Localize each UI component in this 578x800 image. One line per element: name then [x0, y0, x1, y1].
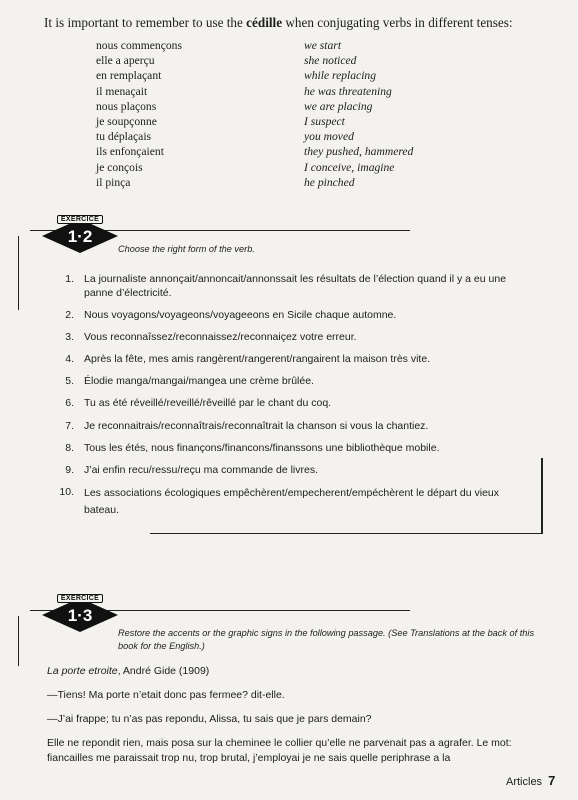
verb-english: I conceive, imagine [304, 160, 395, 174]
verb-row [96, 68, 436, 83]
verb-french: en remplaçant [96, 69, 162, 83]
item-number: 4. [65, 353, 74, 366]
item-number: 7. [65, 419, 74, 432]
verb-french: je conçois [96, 160, 143, 174]
item-text: La journaliste annonçait/annoncait/annonssait les résultats de l’élection quand il y a eu une panne d’électricité. [84, 273, 507, 299]
item-text: Tu as été réveillé/reveillé/rêveillé par le chant du coq. [84, 397, 332, 410]
exercise-1-2-bottom-rule [150, 533, 542, 534]
intro-sentence [44, 14, 564, 32]
item-text: Nous voyagons/voyageons/voyageeons en Sicile chaque automne. [84, 309, 397, 322]
verb-row [96, 175, 436, 190]
verb-row [96, 84, 436, 99]
exercise-1-3-left-rule [18, 616, 19, 666]
exercise-1-2-right-rule [541, 458, 543, 534]
exercise-item [46, 485, 516, 519]
passage-line: —J’ai frappe; tu n’as pas repondu, Alissa, tu sais que je pars demain? [47, 713, 372, 725]
passage-line: Elle ne repondit rien, mais posa sur la cheminee le collier qu’elle ne parvenait pas a agrafer. Le mot: fiancailles me paraissait trop nu, trop brutal, j’employai je ne sais quelle periphrase a la [47, 737, 512, 764]
item-number: 10. [59, 485, 74, 498]
item-text: Je reconnaitrais/reconnaîtrais/reconnaîtrait la chanson si vous la chantiez. [84, 419, 429, 432]
cedille-term: cédille [246, 15, 283, 30]
verb-french: il menaçait [96, 84, 148, 98]
verb-english: he pinched [304, 175, 355, 189]
verb-english: they pushed, hammered [304, 145, 414, 159]
verb-english: while replacing [304, 69, 377, 83]
item-number: 5. [65, 375, 74, 388]
exercise-1-3-passage [47, 664, 517, 775]
verb-row [96, 53, 436, 68]
verb-row [96, 99, 436, 114]
exercise-1-3-badge [42, 592, 118, 632]
verb-english: we are placing [304, 99, 373, 113]
verb-french: nous commençons [96, 39, 182, 52]
item-text: J’ai enfin recu/ressu/reçu ma commande de livres. [84, 463, 319, 476]
verb-french: je soupçonne [96, 115, 157, 129]
verb-row [96, 38, 436, 53]
page-number: 7 [548, 773, 556, 788]
item-text: Élodie manga/mangai/mangea une crème brûlée. [84, 375, 314, 388]
exercise-1-2-left-rule [18, 236, 19, 310]
passage-heading [47, 664, 517, 679]
intro-text: It is important to remember to use the [44, 15, 247, 30]
exercise-item [46, 272, 516, 300]
verb-french: nous plaçons [96, 99, 157, 113]
verb-row [96, 160, 436, 175]
exercise-1-2-instruction: Choose the right form of the verb. [118, 244, 255, 254]
passage-author: , André Gide (1909) [117, 665, 210, 677]
exercise-item [46, 441, 516, 455]
exercise-item [46, 330, 516, 344]
item-text: Les associations écologiques empêchèrent/empecherent/empéchèrent le départ du vieux bateau. [84, 486, 500, 516]
verb-english: we start [304, 39, 342, 52]
verb-french: il pinça [96, 175, 131, 189]
exercise-item [46, 352, 516, 366]
page-footer [506, 773, 570, 788]
verb-row [96, 114, 436, 129]
footer-section: Articles [506, 776, 543, 788]
exercise-item [46, 308, 516, 322]
verb-english: he was threatening [304, 84, 392, 98]
verb-english: you moved [304, 130, 354, 144]
verb-french: ils enfonçaient [96, 145, 164, 159]
exercise-item [46, 463, 516, 477]
exercise-item [46, 396, 516, 410]
verb-examples-table [96, 38, 436, 190]
verb-row [96, 129, 436, 144]
exercise-1-2-items [46, 272, 516, 527]
exercise-1-3-instruction: Restore the accents or the graphic signs in the following passage. (See Translations at the back of this book for the English.) [118, 628, 535, 651]
exercise-item [46, 419, 516, 433]
exercise-label: EXERCICE [57, 215, 103, 224]
intro-text-end: when conjugating verbs in different tenses: [282, 15, 513, 30]
exercise-number: 1·3 [67, 606, 93, 625]
passage-title: La porte etroite [47, 665, 118, 677]
verb-english: I suspect [304, 115, 345, 129]
verb-french: tu déplaçais [96, 130, 152, 144]
passage-line: —Tiens! Ma porte n’etait donc pas fermee? dit-elle. [47, 689, 285, 701]
item-text: Après la fête, mes amis rangèrent/rangerent/rangairent la maison très vite. [84, 353, 431, 366]
item-number: 8. [65, 441, 74, 454]
item-number: 1. [65, 273, 74, 285]
exercise-1-2-badge [42, 213, 118, 253]
exercise-label: EXERCICE [57, 594, 103, 603]
item-text: Tous les étés, nous finançons/financons/finanssons une bibliothèque mobile. [84, 441, 440, 454]
item-number: 3. [65, 331, 74, 344]
item-number: 9. [65, 463, 74, 476]
verb-french: elle a aperçu [96, 54, 155, 68]
verb-row [96, 144, 436, 159]
exercise-number: 1·2 [67, 227, 93, 246]
item-number: 6. [65, 397, 74, 410]
item-text: Vous reconnaîssez/reconnaissez/reconnaiçez votre erreur. [84, 331, 357, 344]
item-number: 2. [65, 309, 74, 322]
exercise-item [46, 374, 516, 388]
verb-english: she noticed [304, 54, 357, 68]
